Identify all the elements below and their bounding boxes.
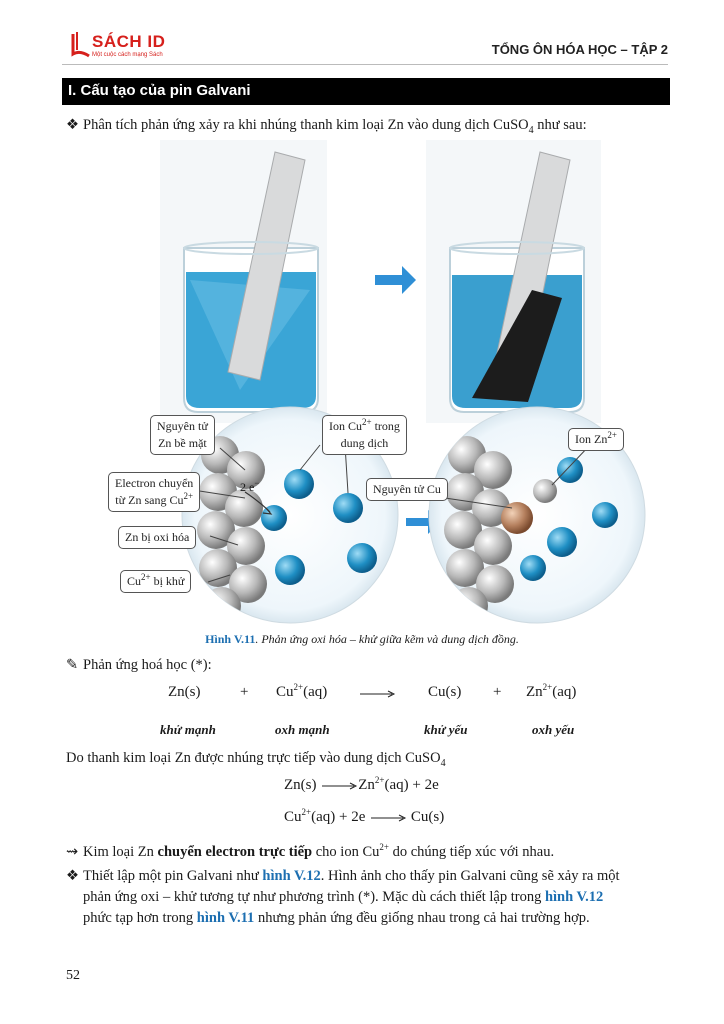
reaction-arrow-icon (360, 688, 396, 705)
logo-name: SÁCH ID (92, 32, 166, 51)
label-two-electrons: 2 e− (240, 478, 260, 494)
direct-contact-text: Do thanh kim loại Zn được nhúng trực tiếp vào dung dịch CuSO$_4$ (66, 750, 446, 769)
logo (70, 30, 180, 64)
figure-ref-v12[interactable]: hình V.12 (262, 868, 321, 884)
label-cu-reduced: $Cu^{2+}$ bị khử (120, 570, 191, 593)
label-zn-ion: Ion $Zn^{2+}$ (568, 428, 624, 451)
label-zn-oxidized: Zn bị oxi hóa (118, 526, 196, 549)
label-weak-reducer: khử yếu (424, 722, 468, 737)
book-title: TỔNG ÔN HÓA HỌC – TẬP 2 (491, 42, 668, 57)
label-strong-reducer: khử mạnh (160, 722, 216, 737)
figure-ref-v11[interactable]: hình V.11 (196, 910, 255, 926)
conclusion-text: ⇝ Kim loại Zn chuyển electron trực tiếp cho ion $Cu^{2+}$ do chúng tiếp xúc với nhau. (66, 842, 554, 863)
figure-ref-v12[interactable]: hình V.12 (544, 889, 604, 905)
section-title: I. Cấu tạo của pin Galvani (68, 82, 251, 99)
half-reaction-reduction: $Cu^{2+}(aq) + 2e$ Cu(s) (284, 807, 445, 825)
beaker-photo-after (426, 140, 601, 423)
logo-tagline: Một cuộc cách mạng Sách (92, 52, 163, 58)
label-strong-oxidizer: oxh mạnh (275, 722, 330, 737)
figure-caption: Hình V.11. Phản ứng oxi hóa – khử giữa kẽm và dung dịch đồng. (205, 632, 519, 646)
half-reaction-oxidation: Zn(s) $Zn^{2+}(aq) + 2e$ (284, 775, 439, 793)
galvani-paragraph: ❖ Thiết lập một pin Galvani như hình V.12. Hình ảnh cho thấy pin Galvani cũng sẽ xảy ra một phản ứng oxi – khử tương tự như phương trình (*). Mặc dù cách thiết lập trong hình V.12 phức tạp hơn trong hình V.11 nhưng phản ứng đều giống nhau trong cả hai trường hợp. (66, 868, 620, 926)
reaction-heading: ✎ Phản ứng hoá học (*): (66, 655, 212, 676)
header-divider (62, 64, 668, 65)
reaction-arrow-icon (369, 813, 407, 823)
right-arrow-icon (375, 266, 416, 294)
diamond-bullet-icon: ❖ (66, 868, 79, 884)
figure-illustration (100, 140, 660, 625)
squiggle-arrow-icon: ⇝ (66, 844, 79, 860)
intro-paragraph: ❖ Phân tích phản ứng xảy ra khi nhúng thanh kim loại Zn vào dung dịch CuSO$_4$ như sau: (66, 117, 587, 136)
label-electron-transfer: Electron chuyển từ Zn sang $Cu^{2+}$ (108, 472, 200, 512)
main-equation: Zn(s) + $Cu^{2+}(aq)$ Cu(s) + $Zn^{2+}(aq)$ (0, 684, 724, 706)
label-weak-oxidizer: oxh yếu (532, 722, 575, 737)
book-logo-icon (70, 30, 92, 60)
beaker-photo-before (160, 140, 327, 423)
label-cu-ion-in-solution: Ion $Cu^{2+}$ trong dung dịch (322, 415, 407, 455)
figure-v11 (100, 140, 660, 625)
diamond-bullet-icon: ❖ (66, 117, 79, 133)
pencil-bullet-icon: ✎ (66, 657, 79, 673)
label-zn-surface-atom: Nguyên tử Zn bề mặt (150, 415, 215, 455)
reaction-arrow-icon (320, 781, 358, 791)
label-cu-atom: Nguyên tử Cu (366, 478, 448, 501)
page-number: 52 (66, 968, 80, 983)
section-heading-bar (62, 78, 670, 105)
